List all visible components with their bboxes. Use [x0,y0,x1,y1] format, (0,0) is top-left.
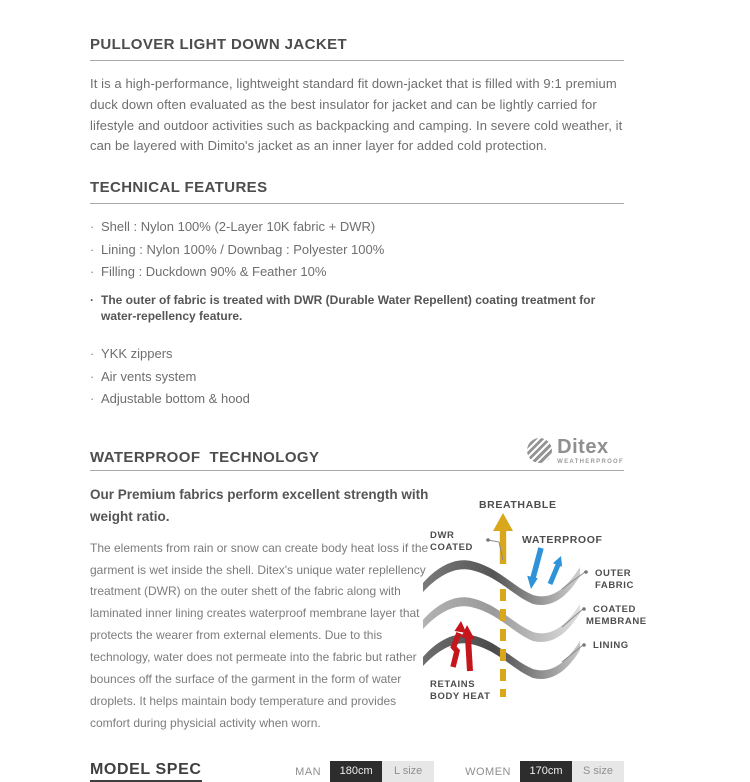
waterproof-section-header [90,437,624,471]
bullet-icon: · [90,219,95,235]
product-title: PULLOVER LIGHT DOWN JACKET [90,36,624,61]
waterproof-label: WATERPROOF [522,533,603,546]
ditex-globe-icon [527,438,552,463]
waterproof-paragraph: The elements from rain or snow can create body heat loss if the garment is wet inside the shell. Ditex's unique water replellency treatment (DWR) on the outer shett of the fabric along with laminated inner lining creates waterproof membrane layer that protects the wearer from external elements. Due to this technology, water does not permeate into the fabric but rather bounces off the surface of the garment in the form of water droplets. It helps maintain body temperature and provides comfort during physicial activity when worn. [90,540,429,731]
bullet-icon: · [90,368,95,384]
model-spec-title: MODEL SPEC [90,761,202,782]
model-spec-women [465,761,624,782]
lining-label: LINING [593,639,629,651]
outer-fabric-label-line2: FABRIC [595,579,634,591]
fabric-layers-svg [423,488,658,702]
ditex-brand-name: Ditex [557,435,609,458]
bullet-text: Lining : Nylon 100% / Downbag : Polyester 100% [101,241,385,257]
ditex-brand-sub: WEATHERPROOF [557,458,624,465]
bullet-text: Adjustable bottom & hood [101,391,250,407]
model-spec-section [90,761,624,782]
membrane-leader-line [562,609,583,627]
list-item [90,261,624,284]
outer-fabric-label-line1: OUTER [595,567,632,579]
heat-arrow-shaft [468,638,470,671]
fabric-layers-diagram [423,488,658,702]
ditex-wordmark [557,437,624,465]
retains-label-line2: BODY HEAT [430,690,491,702]
man-size-badge: L size [382,761,434,782]
list-item [90,216,624,239]
waterproof-arrow-icon [527,576,538,589]
breathable-arrow-icon [493,513,513,531]
women-size-badge: S size [572,761,624,782]
material-bullet-list [90,216,624,284]
bullet-text: Shell : Nylon 100% (2-Layer 10K fabric + DWR) [101,219,376,235]
waterproof-title: WATERPROOF TECHNOLOGY [90,448,320,466]
bullet-icon: · [90,346,95,362]
feature-bullet-list [90,343,624,411]
retains-label-line1: RETAINS [430,678,476,690]
bullet-text: Air vents system [101,368,197,384]
waterproof-lead: Our Premium fabrics perform excellent strength with weight ratio. [90,486,429,524]
outer-leader-dot [584,570,588,574]
list-item [90,343,624,366]
technical-features-section [90,179,624,411]
lining-leader-dot [582,643,586,647]
bullet-icon: · [90,391,95,407]
women-height-badge: 170cm [520,761,572,782]
breathable-label: BREATHABLE [479,498,557,511]
bullet-text: Filling : Duckdown 90% & Feather 10% [101,264,327,280]
man-label: MAN [295,765,322,778]
list-item [90,388,624,411]
technical-features-title: TECHNICAL FEATURES [90,179,624,204]
dwr-highlight [90,293,624,325]
bullet-icon: · [90,292,94,307]
bullet-icon: · [90,241,95,257]
outer-leader-line [562,572,585,589]
man-height-badge: 180cm [330,761,382,782]
dwr-coated-label-line1: DWR [430,529,455,541]
bounce-arrow-shaft [550,565,558,584]
list-item [90,366,624,389]
membrane-label-line1: COATED [593,603,637,615]
bullet-icon: · [90,264,95,280]
bullet-text: YKK zippers [101,346,173,362]
model-spec-man [295,761,434,782]
heat-bolt-arrow-icon [455,621,467,633]
women-label: WOMEN [465,765,511,778]
membrane-leader-dot [582,607,586,611]
waterproof-arrow-shaft [533,548,541,578]
list-item [90,239,624,262]
waterproof-section-body [90,484,647,735]
ditex-logo [527,437,624,465]
product-description: It is a high-performance, lightweight standard fit down-jacket that is filled with 9:1 premium duck down often evaluated as the best insulator for jacket and can be lightly carried for lifestyle and outdoor activities such as backpacking and camping. In severe cold weather, it can be layered with Dimito's jacket as an inner layer for added cold protection. [90,76,623,154]
membrane-label-line2: MEMBRANE [586,615,647,627]
dwr-leader-dot [486,538,490,542]
dwr-coated-label-line2: COATED [430,541,474,553]
dwr-highlight-text: The outer of fabric is treated with DWR (Durable Water Repellent) coating treatment for water-repellency feature. [101,292,596,323]
